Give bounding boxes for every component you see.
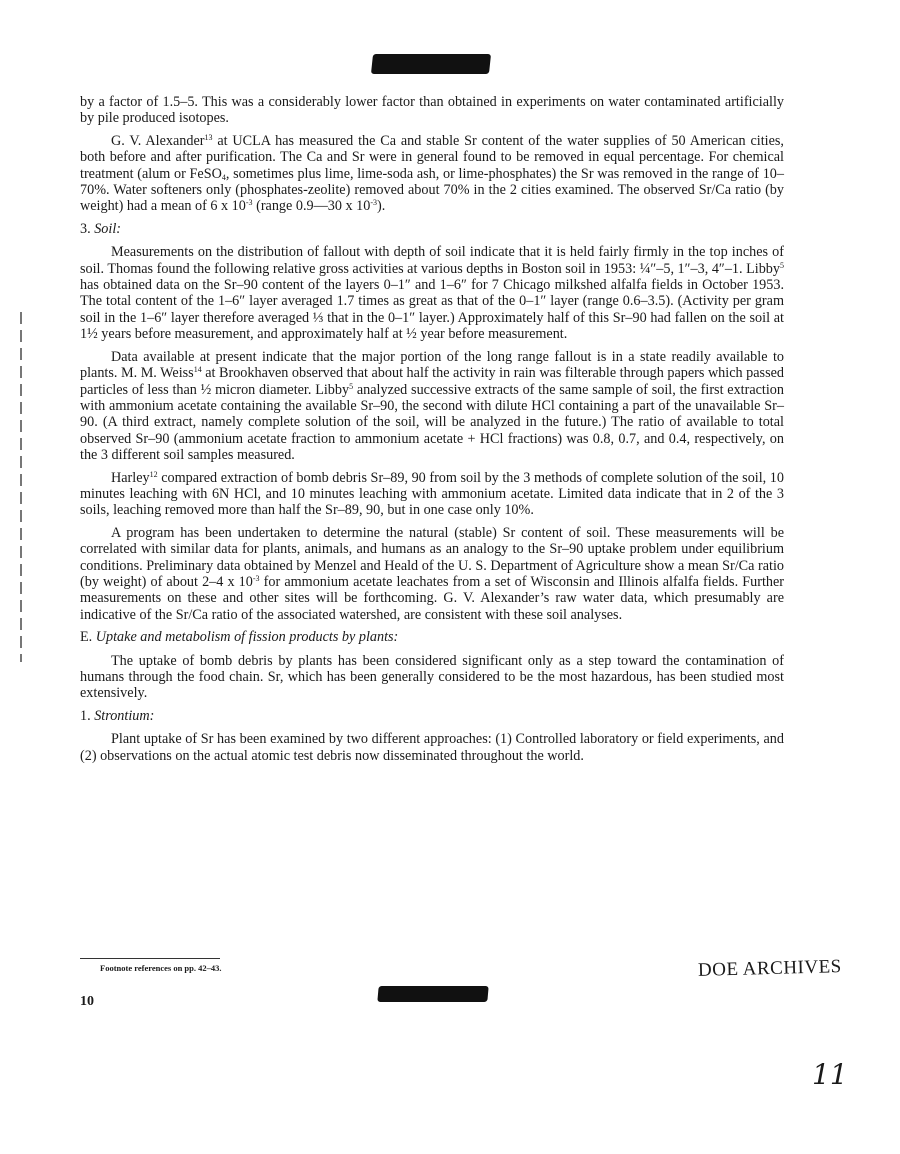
paragraph-strontium-approaches: Plant uptake of Sr has been examined by two different approaches: (1) Controlled laboratory or field experiments, and (2) observations on the actual atomic test debris now disseminated throughout the world. [80, 731, 784, 764]
footnote-rule [80, 958, 220, 959]
redaction-bar-bottom [377, 986, 488, 1002]
page-number: 10 [80, 994, 94, 1009]
heading-section-e: E. Uptake and metabolism of fission products by plants: [80, 629, 399, 646]
margin-change-bar [20, 312, 22, 662]
footnote: Footnote references on pp. 42–43. [100, 963, 222, 973]
paragraph-alexander: G. V. Alexander$^{13}$ at UCLA has measured the Ca and stable Sr content of the water supplies of 50 American cities, both before and after purification. The Ca and Sr were in general found to be removed in equal percentage. For chemical treatment (alum or FeSO$_4$, sometimes plus lime, lime-soda ash, or lime-phosphates) the Sr was removed in the range of 10–70%. Water softeners only (phosphates-zeolite) removed about 70% in the 2 cities examined. The observed Sr/Ca ratio (by weight) had a mean of 6 x $10^{-3}$ (range 0.9—30 x $10^{-3}$). [80, 132, 784, 215]
paragraph-stable-sr-program: A program has been undertaken to determine the natural (stable) Sr content of soil. These measurements will be correlated with similar data for plants, animals, and humans as an analogy to the Sr–90 uptake problem under equilibrium conditions. Preliminary data obtained by Menzel and Heald of the U. S. Department of Agriculture show a mean Sr/Ca ratio (by weight) of about 2–4 x $10^{-3}$ for ammonium acetate leachates from a set of Wisconsin and Illinois alfalfa fields. Further measurements on these and other sites will be forthcoming. G. V. Alexander’s raw water data, which presumably are indicative of the Sr/Ca ratio of the associated watershed, are consistent with these soil analyses. [80, 524, 784, 623]
paragraph-plant-uptake-intro: The uptake of bomb debris by plants has been considered significant only as a step toward the contamination of humans through the food chain. Sr, which has been generally considered to be the most hazardous, has been studied most extensively. [80, 652, 784, 702]
paragraph-soil-distribution: Measurements on the distribution of fallout with depth of soil indicate that it is held fairly firmly in the top inches of soil. Thomas found the following relative gross activities at various depths in Boston soil in 1953: ¼″–5, 1″–3, 4″–1. Libby$^5$ has obtained data on the Sr–90 content of the layers 0–1″ and 1–6″ for 7 Chicago milkshed alfalfa fields in October 1953. The total content of the 1–6″ layer averaged 1.7 times as great as that of the 0–1″ layer (range 0.6–3.5). (Activity per gram soil in the 1–6″ layer therefore averaged ⅓ that in the 0–1″ layer.) Approximately half of this Sr–90 had fallen on the soil at 1½ years before measurement, and approximately half at ½ year before measurement. [80, 244, 784, 343]
handwritten-mark: 11 [812, 1058, 848, 1091]
heading-soil: 3. Soil: [80, 220, 121, 237]
archive-stamp: DOE ARCHIVES [697, 956, 843, 981]
paragraph-continuation: by a factor of 1.5–5. This was a considerably lower factor than obtained in experiments on water contaminated artificially by pile produced isotopes. [80, 94, 784, 127]
paragraph-harley: Harley$^{12}$ compared extraction of bomb debris Sr–89, 90 from soil by the 3 methods of complete solution of the soil, 10 minutes leaching with 6N HCl, and 10 minutes leaching with ammonium acetate. Limited data indicate that in 2 of the 3 soils, leaching removed more than half the Sr–89, 90, but in one case only 10%. [80, 469, 784, 519]
redaction-bar-top [371, 54, 491, 74]
paragraph-fallout-availability: Data available at present indicate that the major portion of the long range fallout is in a state readily available to plants. M. M. Weiss$^{14}$ at Brookhaven observed that about half the activity in rain was filterable through papers which passed particles of less than ½ micron diameter. Libby$^5$ analyzed successive extracts of the same sample of soil, the first extraction with ammonium acetate containing the available Sr–90, the second with dilute HCl containing a part of the unavailable Sr–90. (A third extract, namely complete solution of the soil, will be analyzed in the future.) The ratio of available to total observed Sr–90 (ammonium acetate fraction to ammonium acetate + HCl fractions) was 0.8, 0.7, and 0.4, respectively, on the 3 different soil samples measured. [80, 348, 784, 464]
document-body [80, 94, 784, 770]
heading-strontium: 1. Strontium: [80, 707, 155, 724]
